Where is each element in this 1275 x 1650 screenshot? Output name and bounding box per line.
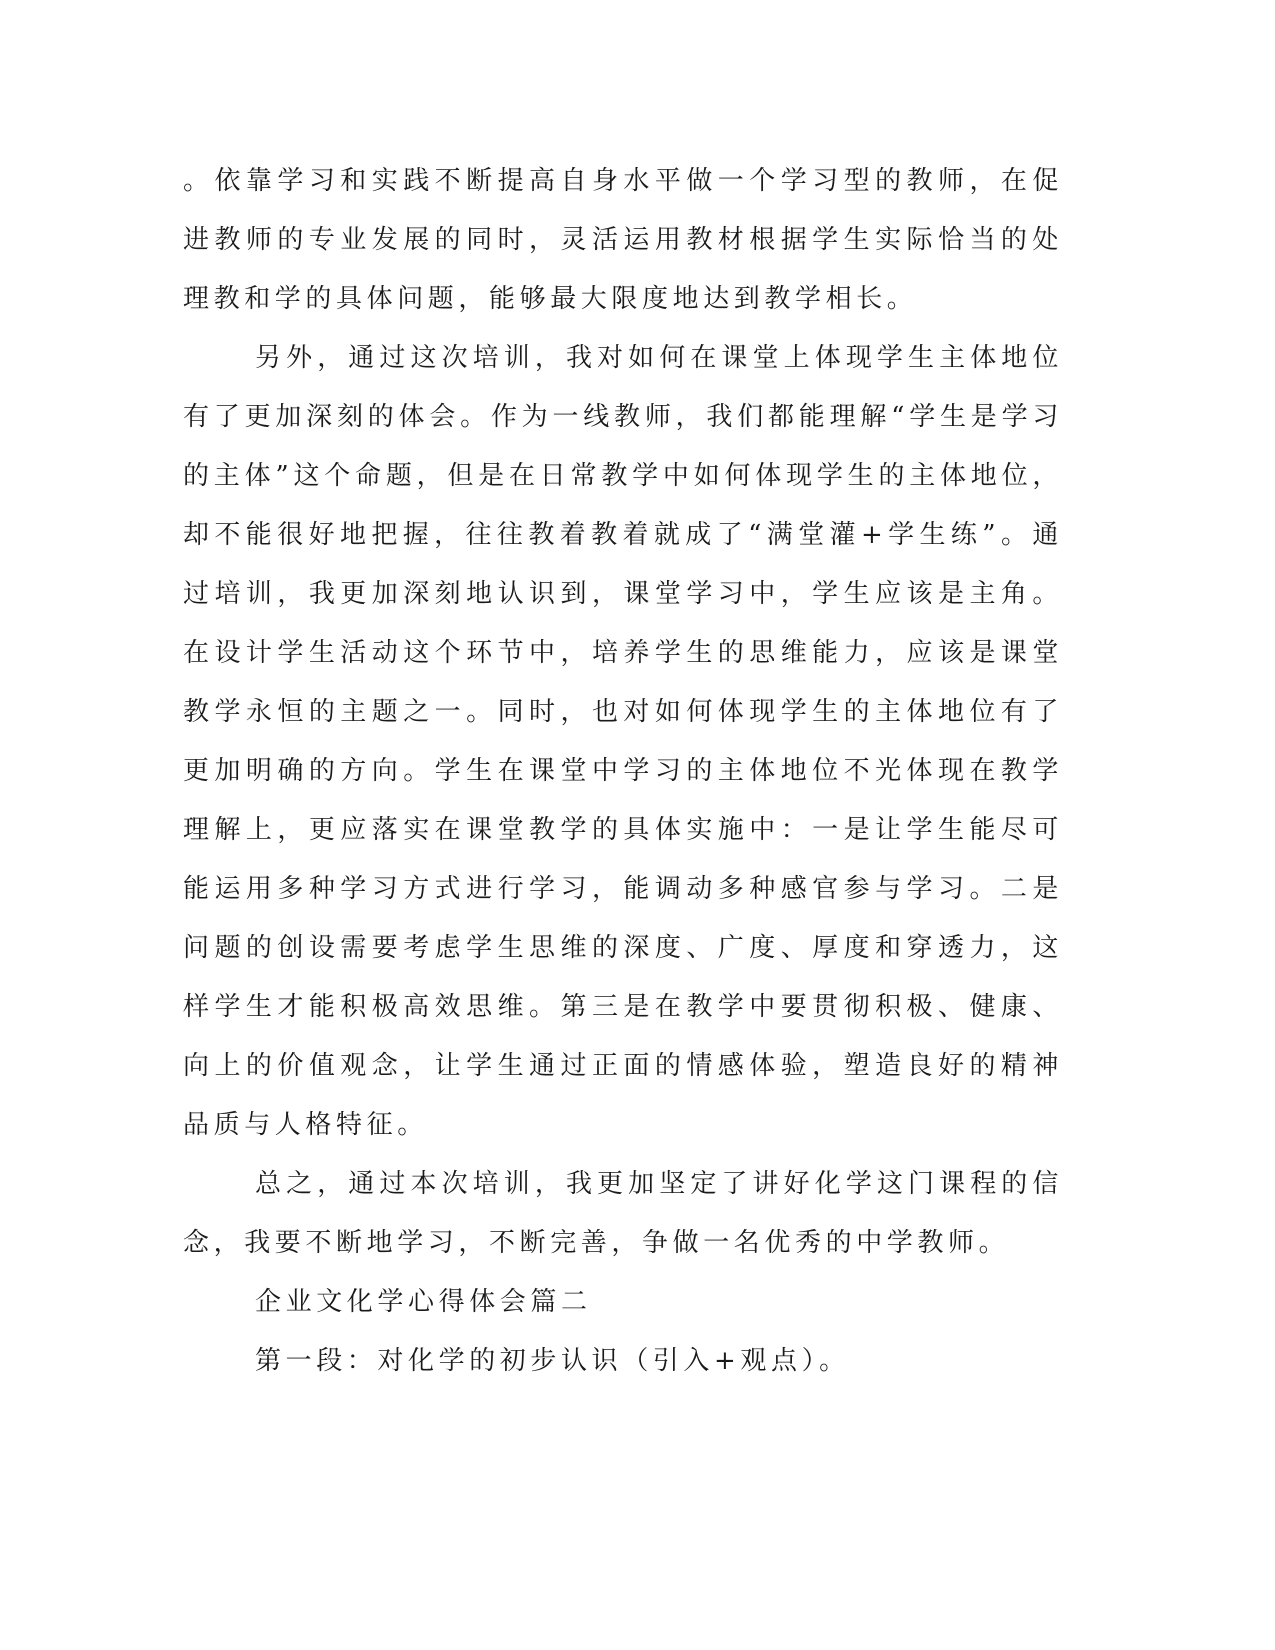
paragraph-continuation: 。依靠学习和实践不断提高自身水平做一个学习型的教师，在促进教师的专业发展的同时，灵活运用教材根据学生实际恰当的处理教和学的具体问题，能够最大限度地达到教学相长。 — [183, 166, 1063, 314]
section-subtitle: 第一段：对化学的初步认识（引入+观点）。 — [255, 1346, 850, 1376]
paragraph-student-subject: 另外，通过这次培训，我对如何在课堂上体现学生主体地位有了更加深刻的体会。作为一线教师，我们都能理解“学生是学习的主体”这个命题，但是在日常教学中如何体现学生的主体地位，却不能很好地把握，往往教着教着就成了“满堂灌+学生练”。通过培训，我更加深刻地认识到，课堂学习中，学生应该是主角。在设计学生活动这个环节中，培养学生的思维能力，应该是课堂教学永恒的主题之一。同时，也对如何体现学生的主体地位有了更加明确的方向。学生在课堂中学习的主体地位不光体现在教学理解上，更应落实在课堂教学的具体实施中：一是让学生能尽可能运用多种学习方式进行学习，能调动多种感官参与学习。二是问题的创设需要考虑学生思维的深度、广度、厚度和穿透力，这样学生才能积极高效思维。第三是在教学中要贯彻积极、健康、向上的价值观念，让学生通过正面的情感体验，塑造良好的精神品质与人格特征。 — [183, 343, 1063, 1140]
paragraph-conclusion: 总之，通过本次培训，我更加坚定了讲好化学这门课程的信念，我要不断地学习，不断完善，争做一名优秀的中学教师。 — [183, 1169, 1063, 1258]
section-title: 企业文化学心得体会篇二 — [255, 1287, 592, 1317]
document-body — [183, 152, 1063, 1391]
